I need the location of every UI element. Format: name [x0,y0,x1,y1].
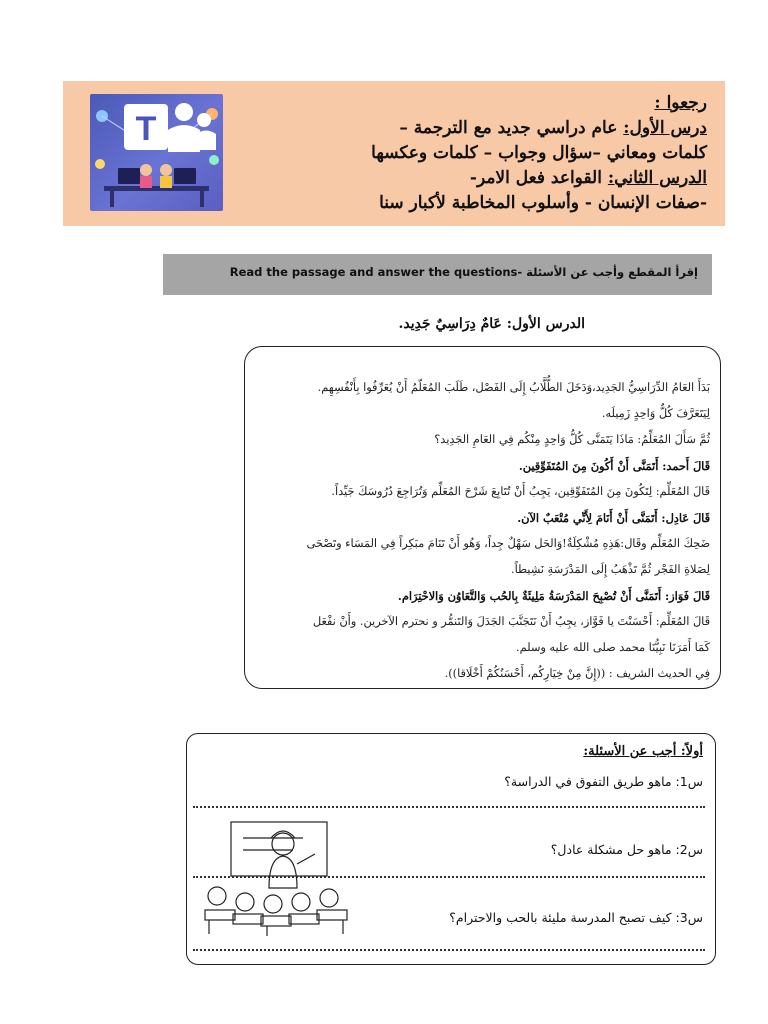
passage-line: لِصَلاةِ الفَجْر ثُمَّ تَذْهَبُ إِلَى المَدْرَسَةِ نَشِيطاً. [511,563,710,576]
answer-line-3[interactable] [193,949,705,951]
reading-passage [244,346,721,689]
teams-illustration [90,94,223,211]
lesson1-summary: درس الأول: عام دراسي جديد مع الترجمة – [399,118,707,138]
instruction-text: إقرأ المقطع وأجب عن الأسئلة -Read the passage and answer the questions [229,265,698,279]
passage-line: فِي الحديث الشريف : ((إِنَّ مِنْ خِيَارِكُم، أَحْسَنُكُمْ أَخْلَاقا)). [444,667,710,680]
questions-section [186,733,716,965]
review-heading: رجعوا : [654,93,707,113]
instruction-bar [163,254,712,295]
answer-line-1[interactable] [193,806,705,808]
passage-line: لِيَتَعَرَّفَ كُلٌّ وَاحِدٍ زَمِيلَه. [601,407,710,420]
passage-line: قَالَ المُعَلِّم: لِتَكُونَ مِنَ المُتَفَوِّقِين، يَجِبُ أَنْ تُتَابِعَ شَرْحَ المُعَلِّم وَتُرَاجِعَ دُرُوسَكَ جَيِّداً. [331,485,710,498]
classroom-illustration [203,818,493,938]
question-1: س1: ماهو طريق التفوق في الدراسة؟ [504,774,703,789]
review-topics [247,91,707,216]
lesson-title: الدرس الأول: عَامٌ دِرَاسِيٌ جَدِيد. [398,316,585,332]
lesson2-summary: الدرس الثاني: القواعد فعل الامر- [469,168,707,188]
passage-line: كَمَا أَمَرَنَا نَبِيُّنَا محمد صلى الله عليه وسلم. [516,641,710,654]
passage-line: ضَحِكَ المُعَلِّم وقَال:هَذِهِ مُشْكِلَةٌ!وَالحَل سَهْلٌ جِداً، وَهُو أَنْ تَنَامَ مبَكِراً فِي المَسَاء وتَصْحَى [306,537,710,550]
teams-logo-image [90,94,223,211]
questions-title: أولاً: أجب عن الأسئلة: [583,744,703,759]
passage-line: قَالَ عَادِل: أَتَمَنَّى أَنْ أَنَامَ لِأَنِّي مُتْعَبٌ الآن. [517,511,710,525]
passage-line: بَدَأَ العَامُ الدِّرَاسِيُّ الجَدِيد،وَدَخَلَ الطُّلَّابُ إِلَى الفَصْل، طَلَبَ المُعَلّمُ أَنْ يُعَرِّفُوا بِأَنْفُسِهِم. [317,381,710,394]
lesson2-topics: -صفات الإنسان - وأسلوب المخاطبة لأكبار سنا [379,193,707,213]
review-header [63,81,725,226]
passage-line: قَالَ فَوَاز: أَتَمَنَّى أَنْ تُصْبِحَ المَدْرَسَةُ مَلِيئَةٌ بِالحُب وَالتَّعَاوُن وَالاحْتِرَام. [397,589,710,603]
question-2: س2: ماهو حل مشكلة عادل؟ [550,842,703,857]
passage-line: قَالَ أَحمد: أَتَمَنَّى أَنْ أَكُونَ مِنَ المُتَفَوِّقِين. [518,459,710,473]
lesson1-topics: كلمات ومعاني –سؤال وجواب – كلمات وعكسها [371,143,707,163]
passage-line: ثُمَّ سَأَلَ المُعَلِّمُ: مَاذَا يَتَمَنَّى كُلُّ وَاحِدٍ مِنْكُم فِي العَامِ الجَدِيد؟ [434,433,710,446]
question-3: س3: كيف تصبح المدرسة مليئة بالحب والاحترام؟ [449,910,703,925]
passage-line: قَالَ المُعَلِّم: أَحْسَنْتَ يا فَوَّاز، يجِبُ أَنْ نَتَجَنَّبَ الجَدَلَ وَالتَنمُّر و نحترم الآخرين. وأَنْ نفْعَل [312,615,710,628]
logo-letter: T [135,110,157,148]
